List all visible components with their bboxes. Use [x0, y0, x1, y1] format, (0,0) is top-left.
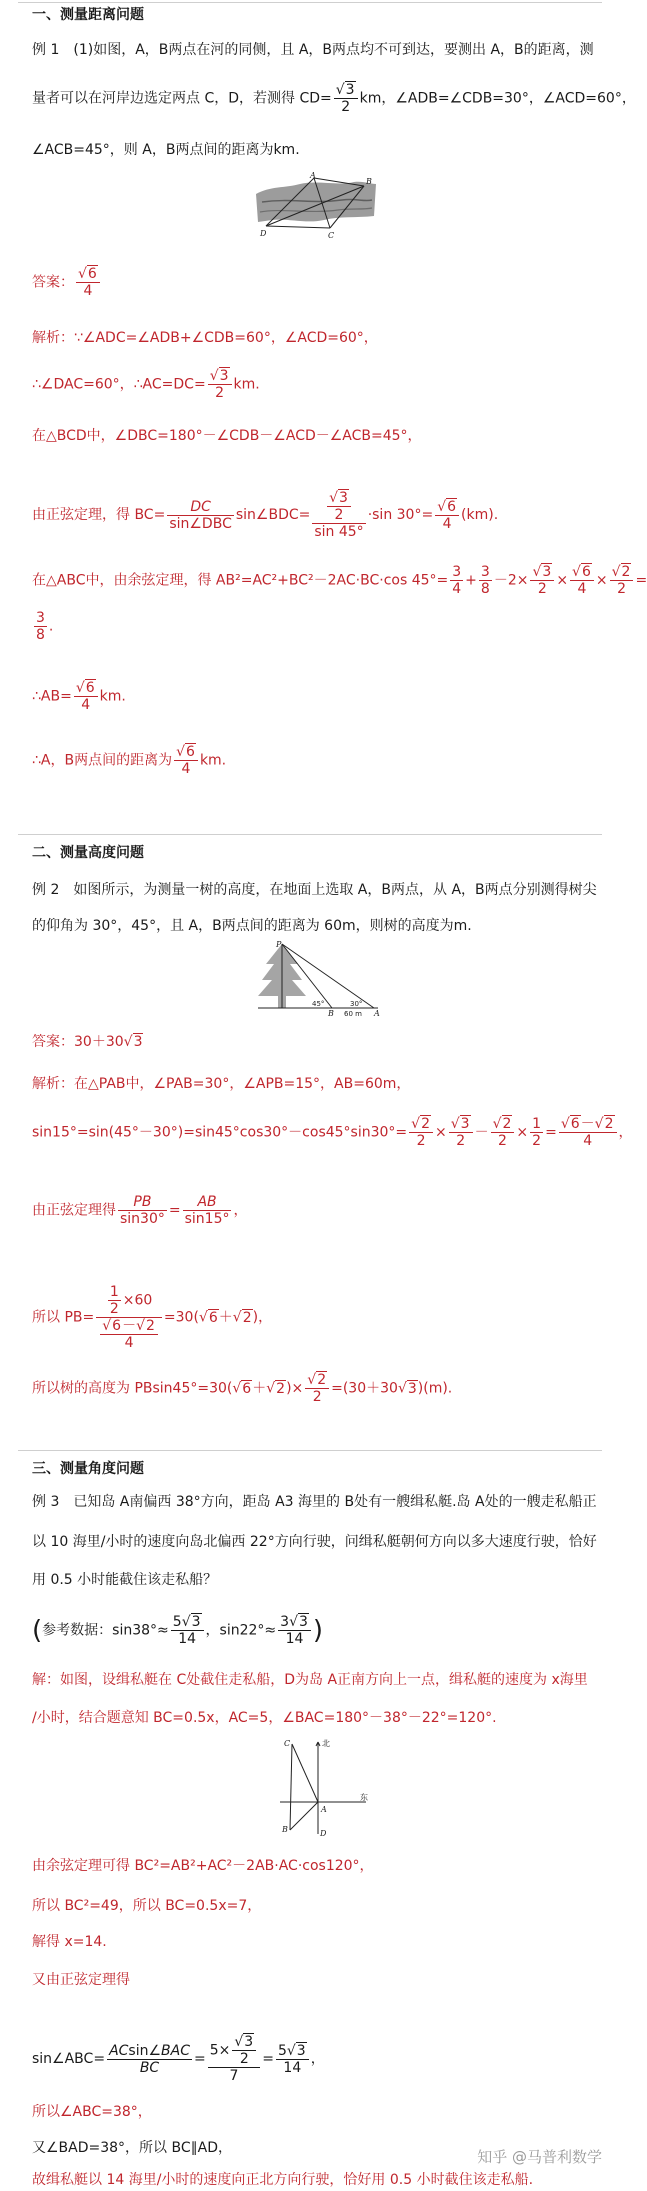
divider: [18, 1450, 602, 1451]
section-3-title: 三、测量角度问题: [32, 1461, 144, 1477]
solution-3-line-6: 又由正弦定理得: [32, 1972, 130, 1988]
solution-2-line-2: sin15°=sin(45°－30°)=sin45°cos30°－cos45°sin30°= $\frac{√2}{2}$ × $\frac{√3}{2}$ － $\frac{√2}{2}$ × $\frac{1}{2}$ = $\frac{√6-√2}{4}$ ，: [32, 1116, 633, 1149]
solution-1-line-3: 在△BCD中，∠DBC=180°－∠CDB－∠ACD－∠ACB=45°，: [32, 428, 422, 444]
example-3-line-3: 用 0.5 小时能截住该走私船？: [32, 1572, 218, 1588]
fig3-label-c: C: [284, 1739, 291, 1748]
solution-1-line-2: ∴∠DAC=60°，∴AC=DC= $\frac{√3}{2}$ km.: [32, 368, 260, 401]
example-1-answer: 答案： $\frac{√6}{4}$: [32, 266, 102, 299]
example-3-reference-data: (参考数据：sin38°≈ $\frac{5√3}{14}$ ，sin22°≈ $\frac{3√3}{14}$ ): [32, 1614, 324, 1647]
solution-3-line-3: 由余弦定理可得 BC²=AB²+AC²－2AB·AC·cos120°，: [32, 1858, 374, 1874]
solution-2-line-1: 解析：在△PAB中，∠PAB=30°，∠APB=15°，AB=60m，: [32, 1076, 411, 1092]
solution-2-line-4: 所以 PB= $\frac{1}{2}$ ×60 $\frac{√6-√2}{4}$ =30(√6＋√2)，: [32, 1284, 273, 1351]
solution-1-line-7: ∴AB= $\frac{√6}{4}$ km.: [32, 680, 126, 713]
river-figure: [252, 172, 380, 240]
fig3-label-b: B: [282, 1825, 288, 1834]
solution-3-line-7: sin∠ABC= $\frac{\text{ACsin∠BAC}}{BC}$ = 5× $\frac{√3}{2}$ 7 = $\frac{5√3}{14}$ ，: [32, 2034, 325, 2084]
fig2-label-a: A: [374, 1009, 380, 1018]
fig2-label-b: B: [328, 1009, 334, 1018]
solution-1-line-1: 解析：∵∠ADC=∠ADB+∠CDB=60°，∠ACD=60°，: [32, 330, 378, 346]
compass-figure: [270, 1736, 380, 1838]
solution-3-line-2: /小时，结合题意知 BC=0.5x，AC=5，∠BAC=180°－38°－22°=120°.: [32, 1710, 497, 1726]
example-3-line-2: 以 10 海里/小时的速度向岛北偏西 22°方向行驶，问缉私艇朝何方向以多大速度行驶，恰好: [32, 1534, 597, 1550]
fig1-label-b: B: [366, 177, 372, 186]
watermark: 知乎 @马普利数学: [477, 2148, 602, 2166]
fig1-label-c: C: [328, 231, 335, 240]
solution-2-line-3: 由正弦定理得 $\frac{PB}{\sin 30^\circ}$ = $\frac{AB}{\sin 15^\circ}$ ，: [32, 1194, 248, 1227]
fig1-label-a: A: [310, 171, 316, 180]
example-1-line-1: 例 1 (1)如图，A，B两点在河的同侧，且 A，B两点均不可到达，要测出 A，B的距离，测: [32, 42, 594, 58]
fig2-label-45: 45°: [312, 1000, 325, 1008]
divider: [18, 834, 602, 835]
solution-3-line-1: 解：如图，设缉私艇在 C处截住走私船，D为岛 A正南方向上一点，缉私艇的速度为 x海里: [32, 1672, 588, 1688]
section-1-title: 一、测量距离问题: [32, 7, 144, 23]
solution-1-line-5: 在△ABC中，由余弦定理，得 AB²=AC²+BC²－2AC·BC·cos 45°= $\frac{3}{4}$ + $\frac{3}{8}$ －2× $\frac{√3}{2}$ × $\frac{√6}{4}$ × $\frac{√2}{2}$ =: [32, 564, 647, 597]
solution-3-line-9: 又∠BAD=38°，所以 BC∥AD，: [32, 2140, 232, 2156]
fig3-label-north: 北: [322, 1739, 330, 1748]
solution-3-line-4: 所以 BC²=49，所以 BC=0.5x=7，: [32, 1898, 262, 1914]
solution-1-line-6: $\frac{3}{8}$ .: [36, 610, 54, 643]
fig2-label-p: P: [276, 940, 282, 949]
solution-1-line-4: 由正弦定理，得 BC= $\frac{DC}{\text{sin∠DBC}}$ sin∠BDC= $\frac{\frac{√3}{2}}{\sin 45^\circ}$ ·sin 30°= $\frac{√6}{4}$ (km).: [32, 490, 499, 540]
divider: [18, 2, 602, 3]
example-3-line-1: 例 3 已知岛 A南偏西 38°方向，距岛 A3 海里的 B处有一艘缉私艇.岛 A处的一艘走私船正: [32, 1494, 597, 1510]
fig1-label-d: D: [260, 229, 267, 238]
example-2-line-2: 的仰角为 30°，45°，且 A，B两点间的距离为 60m，则树的高度为m.: [32, 918, 472, 934]
solution-3-line-5: 解得 x=14.: [32, 1934, 107, 1950]
fig3-label-east: 东: [360, 1793, 368, 1802]
fig2-label-60m: 60 m: [344, 1010, 362, 1018]
fig2-label-30: 30°: [350, 1000, 363, 1008]
fig3-label-d: D: [320, 1829, 327, 1838]
solution-3-line-10: 故缉私艇以 14 海里/小时的速度向正北方向行驶，恰好用 0.5 小时截住该走私船.: [32, 2172, 534, 2188]
example-1-line-3: ∠ACB=45°，则 A，B两点间的距离为km.: [32, 142, 300, 158]
solution-2-line-5: 所以树的高度为 PBsin45°=30(√6＋√2)× $\frac{√2}{2}$ =(30＋30√3)(m).: [32, 1372, 453, 1405]
example-2-line-1: 例 2 如图所示，为测量一树的高度，在地面上选取 A，B两点，从 A，B两点分别测得树尖: [32, 882, 597, 898]
solution-3-line-8: 所以∠ABC=38°，: [32, 2104, 152, 2120]
fig3-label-a: A: [321, 1805, 327, 1814]
example-1-line-2: 量者可以在河岸边选定两点 C，D，若测得 CD= $\frac{√3}{2}$ km，∠ADB=∠CDB=30°，∠ACD=60°，: [32, 82, 636, 115]
solution-1-line-8: ∴A，B两点间的距离为 $\frac{√6}{4}$ km.: [32, 744, 227, 777]
section-2-title: 二、测量高度问题: [32, 845, 144, 861]
example-2-answer: 答案：30＋30√3: [32, 1034, 143, 1050]
tree-figure: [256, 940, 384, 1016]
